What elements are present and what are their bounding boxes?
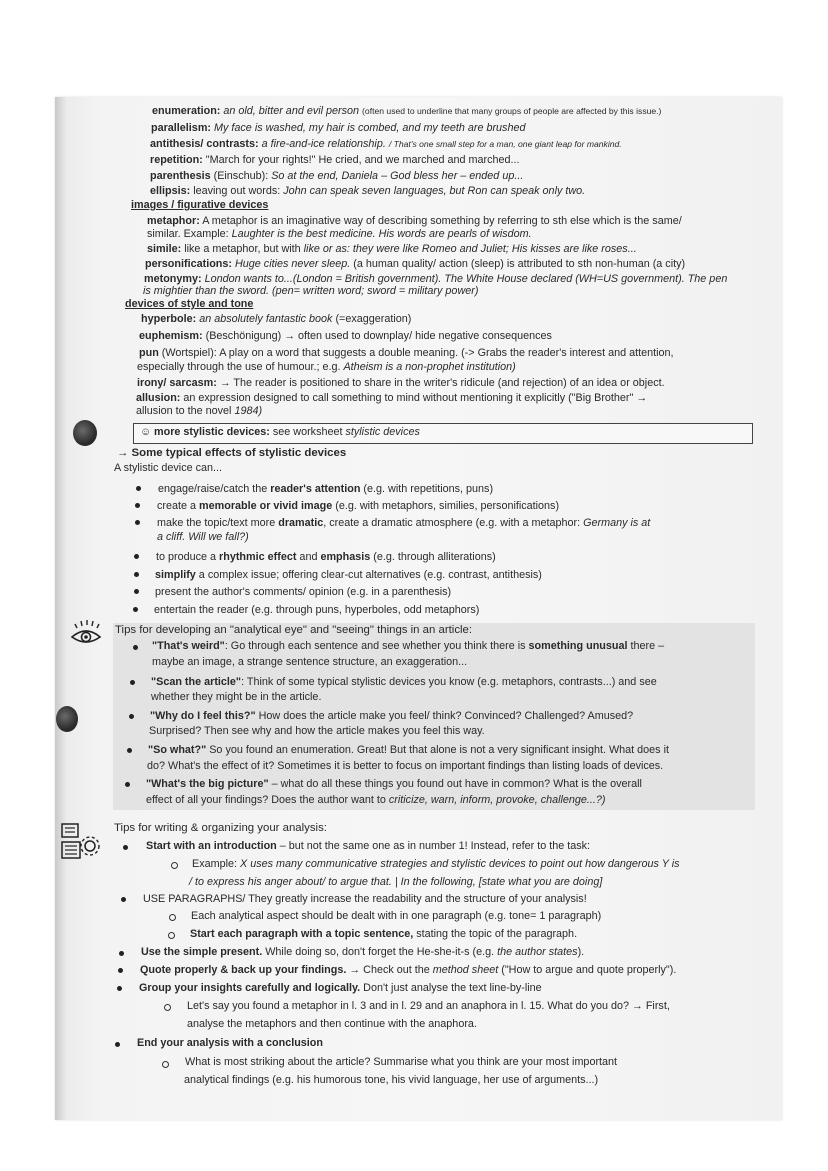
tip-item-cont: Surprised? Then see why and how the article makes you feel this way. <box>149 725 485 737</box>
tip-item: "Why do I feel this?" How does the article make you feel/ think? Convinced? Challenged? Amused? <box>150 710 634 722</box>
sub-bullet-icon <box>164 1004 171 1011</box>
bullet-icon <box>135 503 140 508</box>
bullet-icon <box>125 782 130 787</box>
bullet-icon <box>119 951 124 956</box>
line-simile: simile: like a metaphor, but with like or as: they were like Romeo and Juliet; His kisses are like roses... <box>147 243 637 255</box>
tip-item-cont: whether they might be in the article. <box>151 691 322 703</box>
bullet-icon <box>133 645 138 650</box>
bullet-icon <box>121 897 126 902</box>
writing-subitem: Start each paragraph with a topic sentence, stating the topic of the paragraph. <box>190 928 578 940</box>
writing-item: USE PARAGRAPHS/ They greatly increase the readability and the structure of your analysis! <box>143 893 587 905</box>
line-personification: personifications: Huge cities never sleep. (a human quality/ action (sleep) is attributed to sth non-human (a city) <box>145 258 686 270</box>
line-irony: irony/ sarcasm: → The reader is positioned to share in the writer's ridicule (and rejection) of an idea or object. <box>137 377 665 389</box>
line-pun-cont: especially through the use of humour.; e.g. Atheism is a non-prophet institution) <box>137 361 516 373</box>
heading-effects: → Some typical effects of stylistic devices <box>117 447 347 459</box>
tip-item: "So what?" So you found an enumeration. Great! But that alone is not a very significant insight. What does it <box>148 744 669 756</box>
effect-item: engage/raise/catch the reader's attention (e.g. with repetitions, puns) <box>158 483 494 495</box>
effect-item: entertain the reader (e.g. through puns, hyperboles, odd metaphors) <box>154 604 480 616</box>
sub-bullet-icon <box>168 932 175 939</box>
tip-item: "Scan the article": Think of some typical stylistic devices you know (e.g. metaphors, contrasts...) and see <box>151 676 657 688</box>
writing-item: Use the simple present. While doing so, don't forget the He-she-it-s (e.g. the author states). <box>141 946 585 958</box>
sheet-edge-shadow <box>55 97 67 1120</box>
effect-item: to produce a rhythmic effect and emphasis (e.g. through alliterations) <box>156 551 496 563</box>
punch-hole-bottom <box>56 706 78 732</box>
bullet-icon <box>129 714 134 719</box>
writing-subitem: Let's say you found a metaphor in l. 3 and in l. 29 and an anaphora in l. 15. What do you do? → First, <box>187 1000 670 1012</box>
line-pun: pun (Wortspiel): A play on a word that suggests a double meaning. (-> Grabs the reader's interest and attention, <box>139 347 674 359</box>
bullet-icon <box>134 554 139 559</box>
bullet-icon <box>135 520 140 525</box>
sub-bullet-icon <box>171 862 178 869</box>
heading-analytical-eye: Tips for developing an "analytical eye" and "seeing" things in an article: <box>115 624 473 636</box>
line-parallelism: parallelism: My face is washed, my hair is combed, and my teeth are brushed <box>151 122 526 134</box>
line-ellipsis: ellipsis: leaving out words: John can speak seven languages, but Ron can speak only two. <box>150 185 586 197</box>
bullet-icon <box>117 986 122 991</box>
bullet-icon <box>134 589 139 594</box>
effect-item: create a memorable or vivid image (e.g. with metaphors, similies, personifications) <box>157 500 560 512</box>
bullet-icon <box>127 748 132 753</box>
line-hyperbole: hyperbole: an absolutely fantastic book (=exaggeration) <box>141 313 412 325</box>
writing-subitem: Example: X uses many communicative strategies and stylistic devices to point out how dangerous Y is <box>192 858 680 870</box>
tip-item-cont: effect of all your findings? Does the author want to criticize, warn, inform, provoke, challenge...?) <box>146 794 606 806</box>
line-allusion: allusion: an expression designed to call something to mind without mentioning it explicitly ("Big Brother" → <box>136 392 648 404</box>
tip-item-cont: maybe an image, a strange sentence structure, an exaggeration... <box>152 656 468 668</box>
sub-bullet-icon <box>169 914 176 921</box>
sub-bullet-icon <box>162 1061 169 1068</box>
bullet-icon <box>130 680 135 685</box>
line-euphemism: euphemism: (Beschönigung) → often used to downplay/ hide negative consequences <box>139 330 552 342</box>
line-enumeration: enumeration: an old, bitter and evil person (often used to underline that many groups of people are affected by this issue.) <box>152 105 662 117</box>
line-metonymy: metonymy: London wants to...(London = British government). The White House declared (WH=US government). The pen <box>144 273 728 285</box>
tip-item: "What's the big picture" – what do all these things you found out have in common? What is the overall <box>146 778 642 790</box>
effect-item: make the topic/text more dramatic, create a dramatic atmosphere (e.g. with a metaphor: Germany is at <box>157 517 651 529</box>
line-parenthesis: parenthesis (Einschub): So at the end, Daniela – God bless her – ended up... <box>150 170 524 182</box>
bullet-icon <box>133 607 138 612</box>
line-antithesis: antithesis/ contrasts: a fire-and-ice relationship. / That's one small step for a man, one giant leap for mankind. <box>150 138 622 150</box>
writing-subitem: What is most striking about the article? Summarise what you think are your most important <box>185 1056 618 1068</box>
bullet-icon <box>118 968 123 973</box>
writing-item: Quote properly & back up your findings. → Check out the method sheet ("How to argue and quote properly"). <box>140 964 677 976</box>
bullet-icon <box>136 486 141 491</box>
effect-item-cont: a cliff. Will we fall?) <box>157 531 249 543</box>
line-metaphor: metaphor: A metaphor is an imaginative way of describing something by referring to sth else which is the same/ <box>147 215 682 227</box>
writing-item: Start with an introduction – but not the same one as in number 1! Instead, refer to the task: <box>146 840 591 852</box>
writing-item: End your analysis with a conclusion <box>137 1037 323 1049</box>
writing-subitem-cont: analyse the metaphors and then continue with the anaphora. <box>187 1018 477 1030</box>
tip-item: "That's weird": Go through each sentence and see whether you think there is something unusual there – <box>152 640 665 652</box>
writing-subitem-cont: / to express his anger about/ to argue that. | In the following, [state what you are doing] <box>189 876 603 888</box>
line-metaphor-cont: similar. Example: Laughter is the best medicine. His words are pearls of wisdom. <box>147 228 532 240</box>
bullet-icon <box>123 845 128 850</box>
document-gear-icon <box>60 822 104 862</box>
smiley-icon: ☺ <box>140 426 152 438</box>
line-repetition: repetition: "March for your rights!" He cried, and we marched and marched... <box>150 154 520 166</box>
writing-item: Group your insights carefully and logically. Don't just analyse the text line-by-line <box>139 982 542 994</box>
bullet-icon <box>115 1042 120 1047</box>
punch-hole-top <box>73 420 97 446</box>
line-more-devices: ☺ more stylistic devices: see worksheet stylistic devices <box>140 426 420 438</box>
writing-subitem-cont: analytical findings (e.g. his humorous tone, his vivid language, her use of arguments...) <box>184 1074 599 1086</box>
writing-subitem: Each analytical aspect should be dealt with in one paragraph (e.g. tone= 1 paragraph) <box>191 910 602 922</box>
tip-item-cont: do? What's the effect of it? Sometimes it is better to focus on important findings than listing loads of devices. <box>147 760 664 772</box>
line-metonymy-cont: is mightier than the sword. (pen= written word; sword = military power) <box>143 285 479 297</box>
line-allusion-cont: allusion to the novel 1984) <box>136 405 263 417</box>
effect-item: simplify a complex issue; offering clear-cut alternatives (e.g. contrast, antithesis) <box>155 569 542 581</box>
heading-figurative-devices: images / figurative devices <box>131 199 269 211</box>
effects-intro: A stylistic device can... <box>114 462 223 474</box>
eye-icon <box>68 619 104 647</box>
heading-writing-tips: Tips for writing & organizing your analysis: <box>114 822 327 834</box>
heading-style-tone: devices of style and tone <box>125 298 254 310</box>
effect-item: present the author's comments/ opinion (e.g. in a parenthesis) <box>155 586 452 598</box>
bullet-icon <box>134 572 139 577</box>
